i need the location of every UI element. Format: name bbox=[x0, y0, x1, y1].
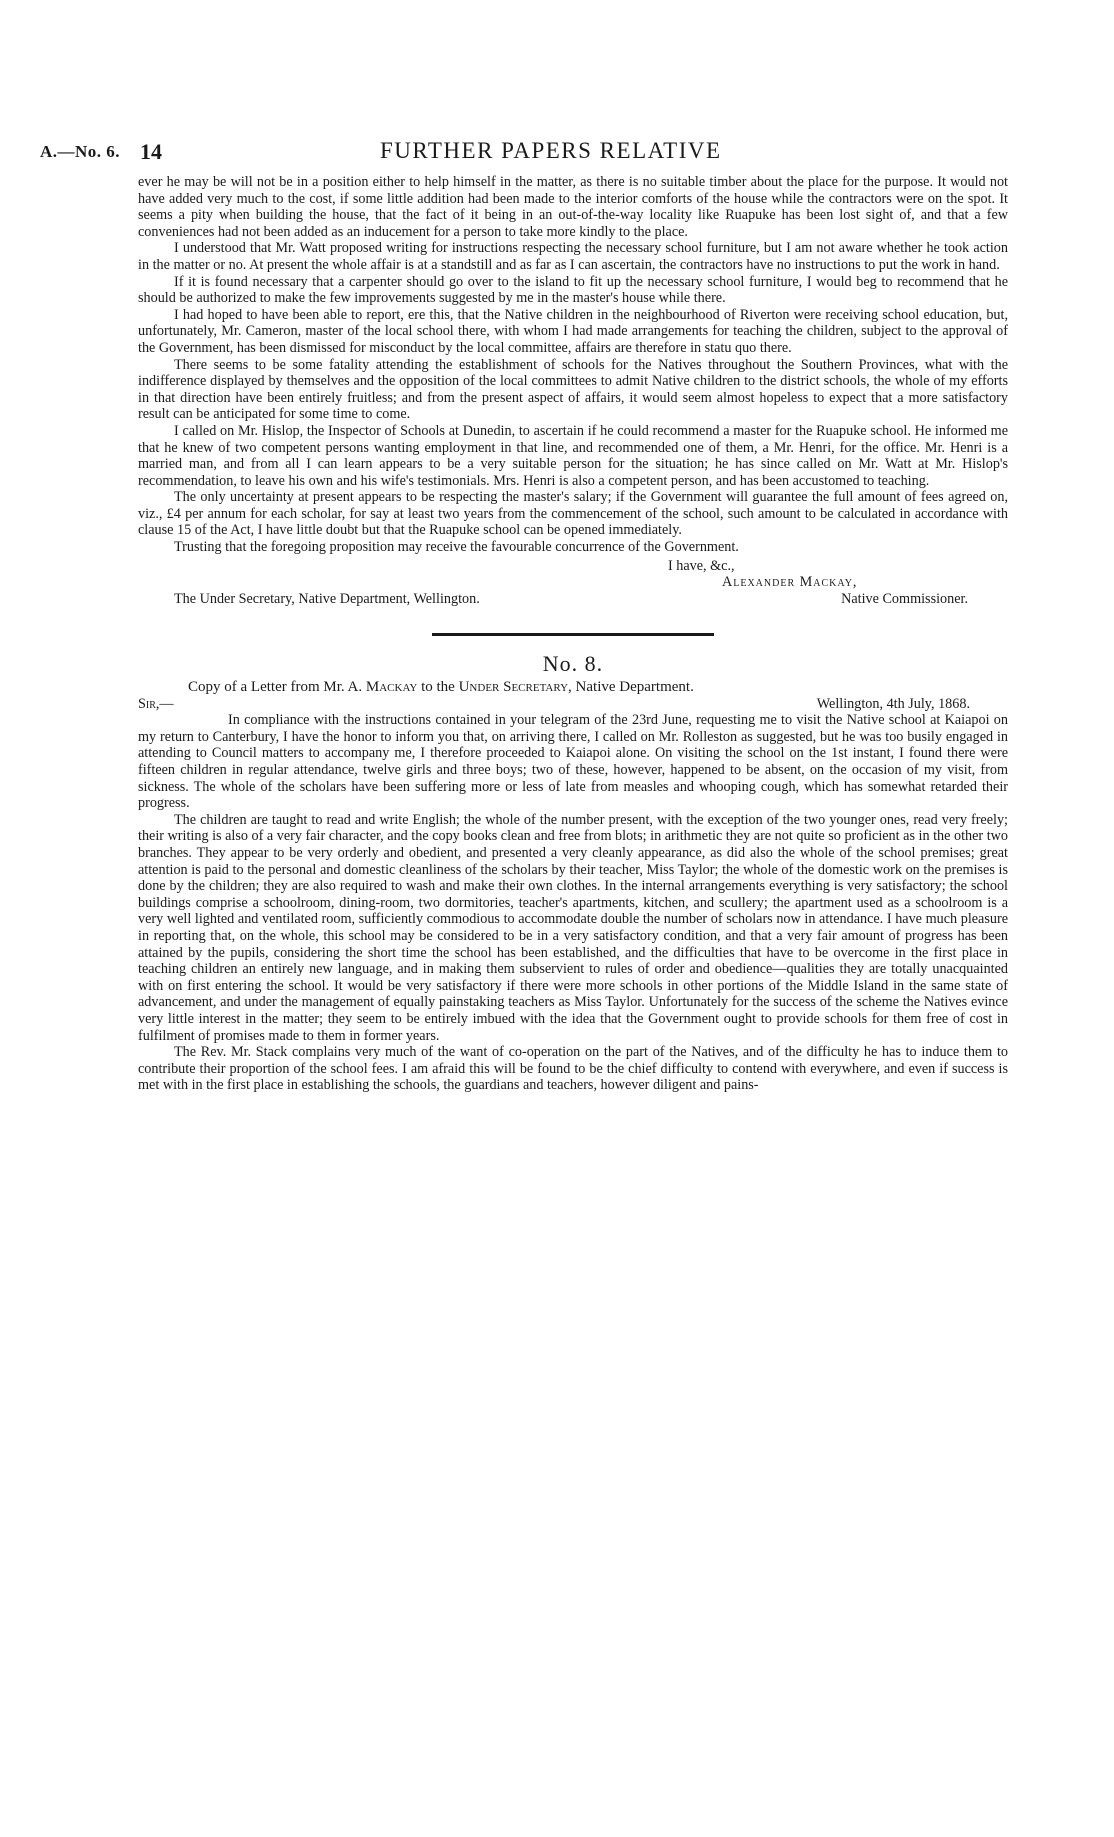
running-title: FURTHER PAPERS RELATIVE bbox=[380, 138, 722, 163]
letter-1-signatory-title: Native Commissioner. bbox=[841, 590, 968, 607]
caption-mid: to the bbox=[421, 679, 455, 696]
letter-1-paragraph-4: I had hoped to have been able to report, ere this, that the Native children in the neighbourhood of Riverton were receiving school education, but, unfortunately, Mr. Cameron, master of the local school there, with whom I had made arrangements for teaching the children, subject to the approval of the Government, has been dismissed for misconduct by the local committee, affairs are therefore in statu quo there. bbox=[138, 306, 1008, 356]
caption-sender: Mackay bbox=[365, 679, 418, 696]
letter-1-paragraph-6: I called on Mr. Hislop, the Inspector of Schools at Dunedin, to ascertain if he could recommend a master for the Ruapuke school. He informed me that he knew of two competent persons wanting employment in that line, and recommended one of them, a Mr. Henri, for the office. Mr. Henri is a married man, and from all I can learn appears to be a very suitable person for the situation; he has since called on Mr. Watt at Mr. Hislop's recommendation, to leave his own and his wife's testimonials. Mrs. Henri is also a competent person, and has been accustomed to teaching. bbox=[138, 422, 1008, 489]
letter-1-addressee: The Under Secretary, Native Department, Wellington. bbox=[174, 590, 480, 607]
section-divider bbox=[432, 633, 714, 636]
letter-1-signatory: Alexander Mackay, bbox=[722, 574, 858, 591]
section-number: No. 8. bbox=[542, 651, 604, 677]
letter-1-paragraph-3: If it is found necessary that a carpenter should go over to the island to fit up the necessary school furniture, I would beg to recommend that he should be authorized to make the few improvements suggested by me in the master's house while there. bbox=[138, 273, 1008, 307]
letter-1-addressee-row bbox=[138, 591, 1008, 608]
letter-1-closing: I have, &c., bbox=[668, 557, 735, 574]
caption-prefix: Copy of a Letter from Mr. A. bbox=[188, 679, 363, 696]
letter-1-paragraph-2: I understood that Mr. Watt proposed writing for instructions respecting the necessary school furniture, but I am not aware whether he took action in the matter or no. At present the whole affair is at a standstill and as far as I can ascertain, the contractors have no instructions to put the work in hand. bbox=[138, 240, 1008, 273]
letter-1-paragraph-1: ever he may be will not be in a position either to help himself in the matter, as there is no suitable timber about the place for the purpose. It would not have added very much to the cost, if some little addition had been made to the interior comforts of the house while the contractors were on the spot. It seems a pity when building the house, that the fact of it being in an out-of-the-way locality like Ruapuke has been lost sight of, and that a few conveniences had not been added as an inducement for a person to take more kindly to the place. bbox=[138, 174, 1008, 240]
salutation: Sir,— bbox=[138, 695, 174, 712]
place-date: Wellington, 4th July, 1868. bbox=[816, 695, 970, 712]
page-number: 14 bbox=[140, 139, 162, 164]
letter-2-paragraph-2: The children are taught to read and write English; the whole of the number present, with the exception of the two younger ones, read very freely; their writing is also of a very fair character, and the copy books clean and free from blots; in arithmetic they are not quite so proficient as in the other two branches. They appear to be very orderly and obedient, and presented a very cleanly appearance, as did also the whole of the school premises; great attention is paid to the personal and domestic cleanliness of the scholars by their teacher, Miss Taylor; the whole of the domestic work on the premises is done by the children; they are also required to wash and make their own clothes. In the internal arrangements everything is very satisfactory; the school buildings comprise a schoolroom, dining-room, two dormitories, teacher's apartments, kitchen, and scullery; the apartment used as a schoolroom is a very well lighted and ventilated room, sufficiently commodious to accommodate double the number of scholars now in attendance. I have much pleasure in reporting that, on the whole, this school may be considered to be in a very satisfactory condition, and that a very fair amount of progress has been attained by the pupils, considering the short time the school has been established, and the difficulties that have to be overcome in the first place in teaching children an entirely new language, and in making them subservient to rules of order and obedience—qualities they are totally unacquainted with on first entering the school. It would be very satisfactory if there were more schools in other portions of the Middle Island in the same state of advancement, and under the management of equally painstaking teachers as Miss Taylor. Unfortunately for the success of the scheme the Natives evince very little interest in the matter; they seem to be entirely imbued with the idea that the Government ought to provide schools for them free of cost in fulfilment of promises made to them in former years. bbox=[138, 811, 1008, 1044]
letter-2-paragraph-1: In compliance with the instructions contained in your telegram of the 23rd June, requesting me to visit the Native school at Kaiapoi on my return to Canterbury, I have the honor to inform you that, on arriving there, I called on Mr. Rolleston as suggested, but he was too busily engaged in attending to Council matters to accompany me, I therefore proceeded to Kaiapoi alone. On visiting the school on the 1st instant, I found there were fifteen children in regular attendance, twelve girls and three boys; two of these, however, happened to be absent, on the occasion of my visit, from sickness. The whole of the scholars have been suffering more or less of late from measles and whooping cough, which has somewhat retarded their progress. bbox=[138, 712, 1008, 812]
section-caption bbox=[138, 679, 1008, 696]
caption-recipient: Under Secretary, bbox=[458, 679, 572, 696]
caption-suffix: Native Department. bbox=[575, 679, 694, 696]
letter-2-paragraph-3: The Rev. Mr. Stack complains very much of the want of co-operation on the part of the Natives, and of the difficulty he has to induce them to contribute their proportion of the school fees. I am afraid this will be found to be the chief difficulty to contend with everywhere, and even if success is met with in the first place in establishing the schools, the guardians and teachers, however diligent and pains- bbox=[138, 1044, 1008, 1094]
letter-1-paragraph-7: The only uncertainty at present appears to be respecting the master's salary; if the Government will guarantee the full amount of fees agreed on, viz., £4 per annum for each scholar, for say at least two years from the commencement of the school, such amount to be calculated in accordance with clause 15 of the Act, I have little doubt but that the Ruapuke school can be opened immediately. bbox=[138, 489, 1008, 539]
salutation-row bbox=[138, 696, 1008, 713]
letter-1-paragraph-5: There seems to be some fatality attending the establishment of schools for the Natives throughout the Southern Provinces, what with the indifference displayed by themselves and the opposition of the local committees to admit Native children to the district schools, the whole of my efforts in that direction have been entirely fruitless; and from the present aspect of affairs, it would seem almost hopeless to expect that a more satisfactory result can be anticipated for some time to come. bbox=[138, 356, 1008, 423]
document-body bbox=[138, 174, 1008, 1094]
document-reference: A.—No. 6. bbox=[40, 142, 121, 161]
letter-1-paragraph-8: Trusting that the foregoing proposition may receive the favourable concurrence of the Government. bbox=[174, 539, 739, 556]
